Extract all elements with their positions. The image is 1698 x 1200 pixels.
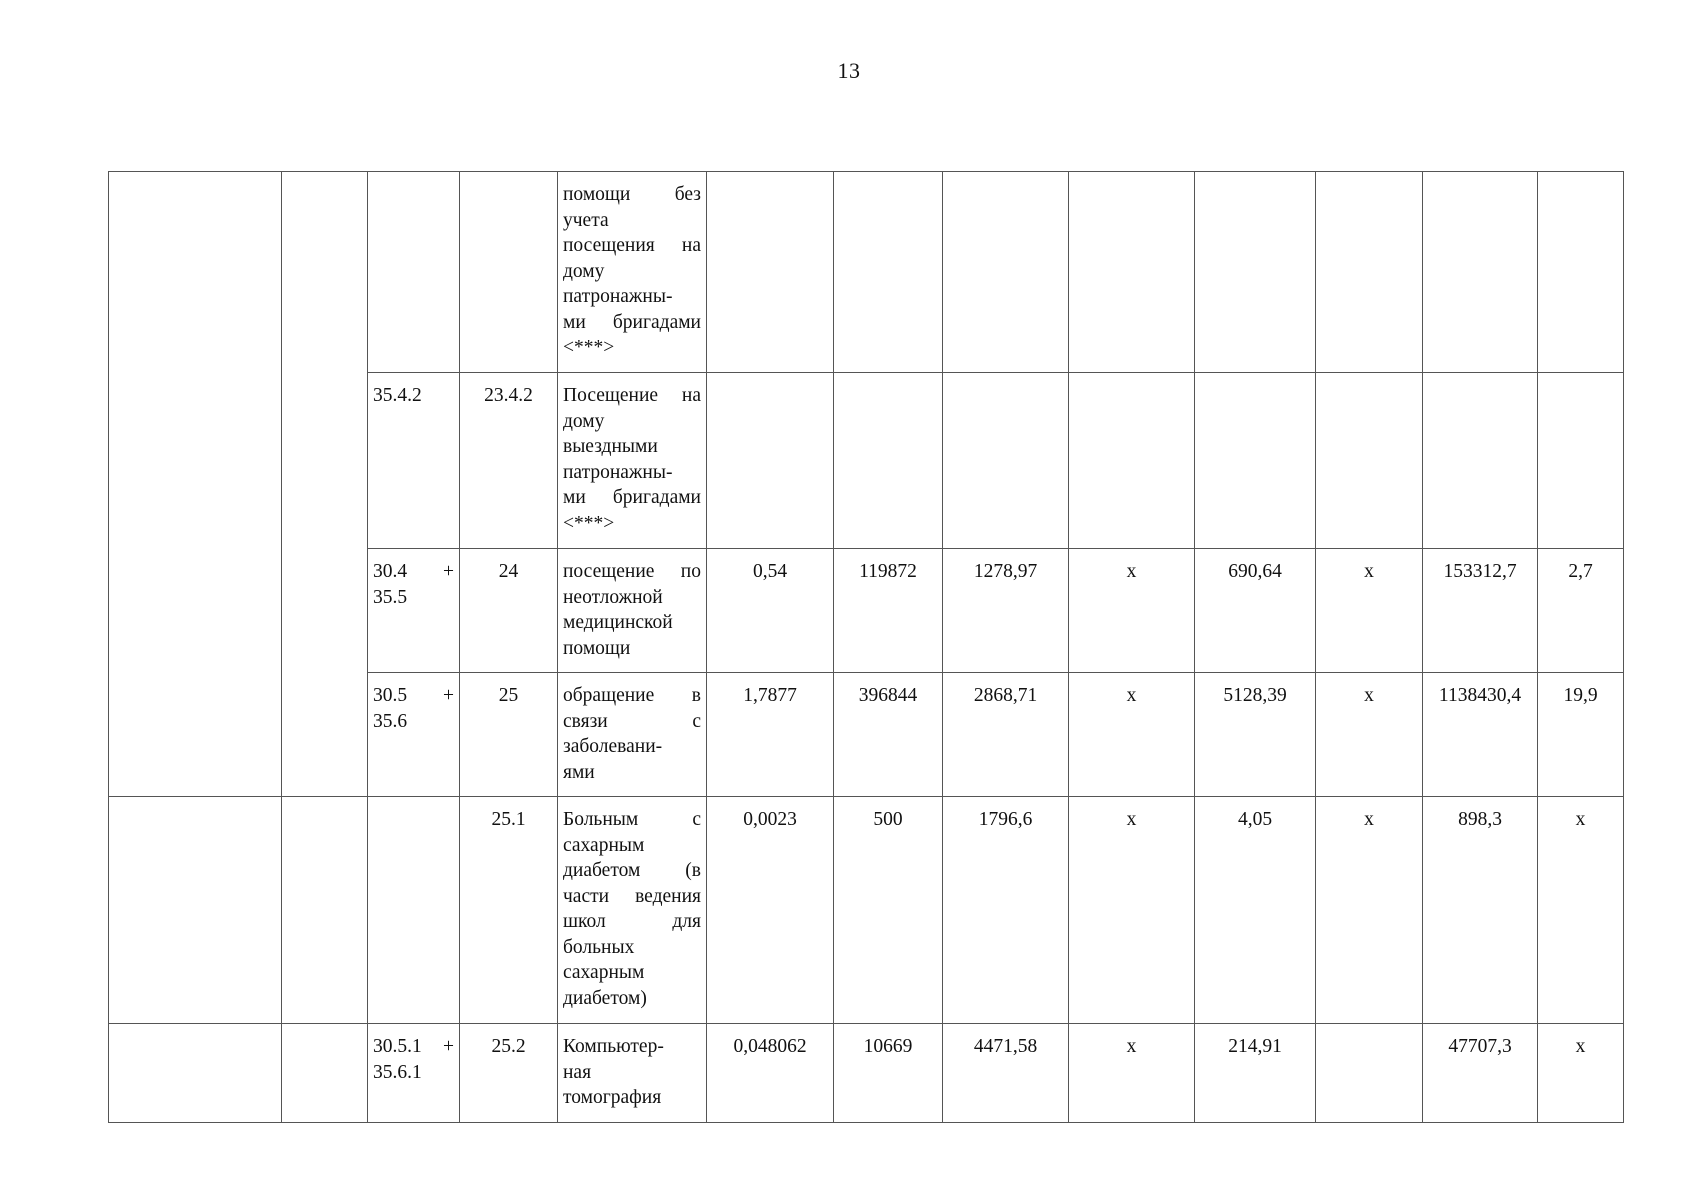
value-cell: 1278,97 <box>943 549 1069 673</box>
value-cell: 2868,71 <box>943 673 1069 797</box>
description-cell <box>558 172 707 373</box>
value-cell: 690,64 <box>1195 549 1316 673</box>
code-b-cell: 25 <box>460 673 558 797</box>
value-cell: 4,05 <box>1195 797 1316 1024</box>
code-a-cell <box>368 673 460 797</box>
description-line: диабетом) <box>563 987 647 1009</box>
table-row <box>109 1024 1624 1123</box>
value-cell: х <box>1069 797 1195 1024</box>
value-cell: 898,3 <box>1423 797 1538 1024</box>
value-cell: 153312,7 <box>1423 549 1538 673</box>
code-a-cell <box>368 549 460 673</box>
merged-cell-col1 <box>109 172 282 797</box>
description-line: неотложной <box>563 586 663 608</box>
value-cell: 47707,3 <box>1423 1024 1538 1123</box>
value-cell <box>1316 373 1423 549</box>
value-cell: 0,54 <box>707 549 834 673</box>
value-cell <box>707 172 834 373</box>
description-line: медицинской <box>563 612 673 633</box>
code-a-cell <box>368 797 460 1024</box>
value-cell: 4471,58 <box>943 1024 1069 1123</box>
value-cell: 2,7 <box>1538 549 1624 673</box>
value-cell: х <box>1069 1024 1195 1123</box>
description-line: диабетом (в <box>563 860 701 881</box>
value-cell: 1,7877 <box>707 673 834 797</box>
description-line: связи с <box>563 710 701 732</box>
description-line: больных <box>563 936 635 958</box>
value-cell: х <box>1316 673 1423 797</box>
value-cell: 1796,6 <box>943 797 1069 1024</box>
value-cell <box>1069 373 1195 549</box>
description-line: Посещение на <box>563 385 701 406</box>
description-cell <box>558 1024 707 1123</box>
description-line: выездными <box>563 436 658 457</box>
description-line: ями <box>563 761 595 783</box>
description-line: сахарным <box>563 834 645 856</box>
code-a-part: 30.5.1 <box>373 1036 422 1057</box>
code-a-plus: + <box>443 1036 454 1057</box>
value-cell <box>834 373 943 549</box>
code-b-cell: 23.4.2 <box>460 373 558 549</box>
value-cell: 19,9 <box>1538 673 1624 797</box>
value-cell: 1138430,4 <box>1423 673 1538 797</box>
code-a-part: 30.4 <box>373 561 408 582</box>
value-cell: х <box>1069 549 1195 673</box>
code-a-plus: + <box>443 685 454 706</box>
description-line: дому <box>563 260 605 282</box>
value-cell: х <box>1538 1024 1624 1123</box>
value-cell <box>1069 172 1195 373</box>
description-cell <box>558 549 707 673</box>
code-a-plus: + <box>443 561 454 582</box>
value-cell <box>1316 172 1423 373</box>
page-number: 13 <box>837 58 861 83</box>
value-cell <box>1538 172 1624 373</box>
value-cell: х <box>1538 797 1624 1024</box>
description-line: патронажны- <box>563 286 673 307</box>
value-cell: 5128,39 <box>1195 673 1316 797</box>
value-cell: х <box>1316 549 1423 673</box>
code-b-cell: 25.1 <box>460 797 558 1024</box>
table-row <box>109 797 1624 1024</box>
value-cell: 500 <box>834 797 943 1024</box>
description-line: томография <box>563 1087 662 1108</box>
description-line: помощи <box>563 637 631 659</box>
code-a-part: 30.5 <box>373 685 408 706</box>
empty-cell <box>282 797 368 1024</box>
code-b-cell <box>460 172 558 373</box>
value-cell: 10669 <box>834 1024 943 1123</box>
code-a-part: 35.6 <box>373 710 408 732</box>
merged-cell-col2 <box>282 172 368 797</box>
description-line: части ведения <box>563 885 701 907</box>
description-cell <box>558 373 707 549</box>
code-a-part: 35.5 <box>373 586 408 608</box>
code-b-cell: 24 <box>460 549 558 673</box>
code-a-cell <box>368 172 460 373</box>
description-line: обращение в <box>563 685 701 706</box>
description-line: ная <box>563 1061 592 1083</box>
data-table <box>108 171 1624 1123</box>
value-cell <box>1423 373 1538 549</box>
value-cell <box>943 172 1069 373</box>
value-cell <box>1195 373 1316 549</box>
description-line: дому <box>563 410 605 432</box>
description-cell <box>558 797 707 1024</box>
value-cell: 119872 <box>834 549 943 673</box>
description-line: школ для <box>563 911 701 932</box>
value-cell: 0,0023 <box>707 797 834 1024</box>
description-line: патронажны- <box>563 461 673 483</box>
value-cell <box>1423 172 1538 373</box>
value-cell <box>707 373 834 549</box>
value-cell: х <box>1069 673 1195 797</box>
code-a-cell <box>368 1024 460 1123</box>
value-cell <box>1316 1024 1423 1123</box>
value-cell <box>1195 172 1316 373</box>
code-b-cell: 25.2 <box>460 1024 558 1123</box>
value-cell <box>1538 373 1624 549</box>
description-line: посещение по <box>563 561 701 582</box>
value-cell: х <box>1316 797 1423 1024</box>
description-cell <box>558 673 707 797</box>
description-line: Компьютер- <box>563 1036 664 1057</box>
code-a-cell: 35.4.2 <box>368 373 460 549</box>
description-line: <***> <box>563 337 615 358</box>
value-cell <box>943 373 1069 549</box>
empty-cell <box>109 797 282 1024</box>
code-a-part: 35.6.1 <box>373 1061 422 1083</box>
description-line: Больным с <box>563 809 701 830</box>
description-line: учета <box>563 209 609 231</box>
empty-cell <box>282 1024 368 1123</box>
description-line: сахарным <box>563 962 645 983</box>
table-row <box>109 172 1624 373</box>
description-line: помощи без <box>563 184 701 205</box>
description-line: заболевани- <box>563 736 663 757</box>
description-line: ми бригадами <box>563 311 701 333</box>
description-line: посещения на <box>563 235 701 256</box>
value-cell: 0,048062 <box>707 1024 834 1123</box>
value-cell <box>834 172 943 373</box>
value-cell: 214,91 <box>1195 1024 1316 1123</box>
description-line: <***> <box>563 512 615 534</box>
description-line: ми бригадами <box>563 487 701 508</box>
value-cell: 396844 <box>834 673 943 797</box>
empty-cell <box>109 1024 282 1123</box>
